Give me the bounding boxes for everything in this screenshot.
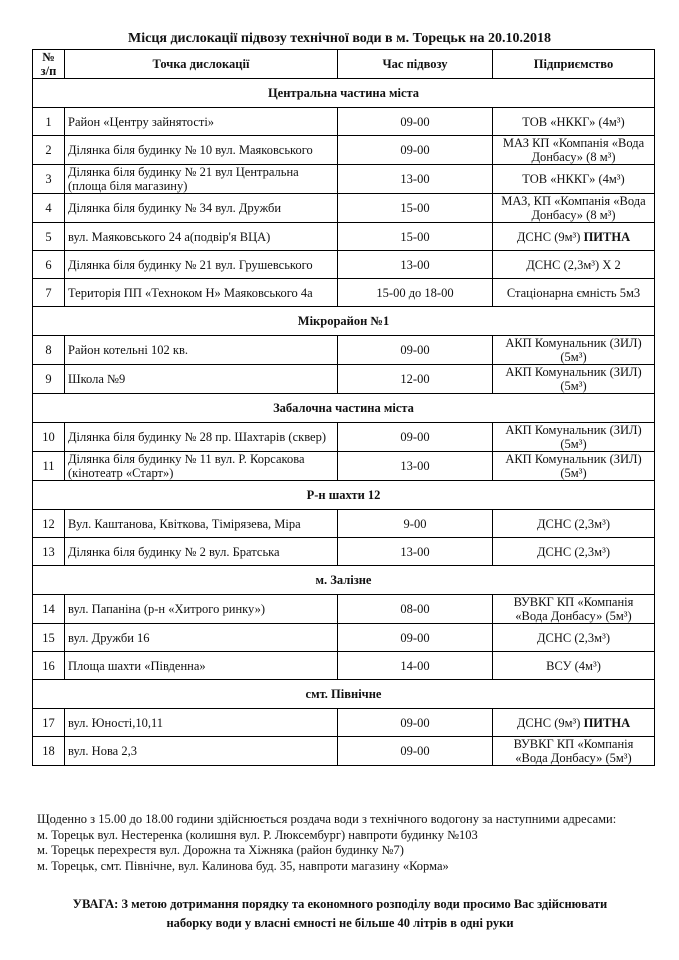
cell-company [493, 136, 655, 165]
cell-company [493, 709, 655, 737]
cell-time: 12-00 [338, 365, 493, 394]
cell-number: 18 [33, 737, 65, 766]
section-row [33, 394, 655, 423]
cell-time: 09-00 [338, 624, 493, 652]
col-header-company: Підприємство [493, 50, 655, 79]
company-name: ВУВКГ КП «Компанія «Вода Донбасу» (5м³) [513, 595, 634, 623]
section-row [33, 481, 655, 510]
company-name: АКП Комунальник (ЗИЛ) (5м³) [505, 365, 642, 393]
cell-company [493, 452, 655, 481]
cell-point: вул. Нова 2,3 [65, 737, 338, 766]
section-row [33, 566, 655, 595]
cell-time: 13-00 [338, 538, 493, 566]
section-title: смт. Північне [33, 680, 655, 709]
table-row [33, 624, 655, 652]
company-name: Стаціонарна ємність 5м3 [506, 285, 641, 300]
company-name: ТОВ «НККГ» (4м³) [522, 114, 625, 129]
company-name: ВУВКГ КП «Компанія «Вода Донбасу» (5м³) [513, 737, 634, 765]
cell-company [493, 108, 655, 136]
cell-point: вул. Дружби 16 [65, 624, 338, 652]
table-row [33, 652, 655, 680]
section-title: Р-н шахти 12 [33, 481, 655, 510]
cell-time: 13-00 [338, 452, 493, 481]
cell-time: 15-00 [338, 194, 493, 223]
cell-time: 08-00 [338, 595, 493, 624]
warning-line: наборку води у власні ємності не більше 40 літрів в одні руки [166, 916, 514, 930]
cell-company [493, 737, 655, 766]
cell-company [493, 538, 655, 566]
cell-number: 15 [33, 624, 65, 652]
table-row [33, 136, 655, 165]
cell-point: Ділянка біля будинку № 11 вул. Р. Корсакова (кінотеатр «Старт») [65, 452, 338, 481]
cell-point: Ділянка біля будинку № 21 вул Центральна (площа біля магазину) [65, 165, 338, 194]
cell-point: Вул. Каштанова, Квіткова, Тімірязева, Міра [65, 510, 338, 538]
table-row [33, 538, 655, 566]
cell-point: Район котельні 102 кв. [65, 336, 338, 365]
cell-number: 13 [33, 538, 65, 566]
cell-time: 09-00 [338, 423, 493, 452]
cell-number: 1 [33, 108, 65, 136]
drinking-water-label: ПИТНА [583, 229, 631, 244]
table-row [33, 194, 655, 223]
cell-time: 15-00 [338, 223, 493, 251]
cell-company [493, 165, 655, 194]
cell-number: 16 [33, 652, 65, 680]
cell-company [493, 624, 655, 652]
col-header-time: Час підвозу [338, 50, 493, 79]
table-row [33, 336, 655, 365]
cell-time: 15-00 до 18-00 [338, 279, 493, 307]
company-name: АКП Комунальник (ЗИЛ) (5м³) [505, 336, 642, 364]
cell-number: 2 [33, 136, 65, 165]
cell-time: 09-00 [338, 336, 493, 365]
company-name: ВСУ (4м³) [546, 658, 601, 673]
cell-number: 4 [33, 194, 65, 223]
company-name: ТОВ «НККГ» (4м³) [522, 172, 625, 186]
table-row [33, 737, 655, 766]
cell-company [493, 510, 655, 538]
drinking-water-label: ПИТНА [583, 715, 631, 730]
company-name: АКП Комунальник (ЗИЛ) (5м³) [505, 452, 642, 480]
cell-number: 8 [33, 336, 65, 365]
table-row [33, 423, 655, 452]
section-row [33, 79, 655, 108]
cell-time: 09-00 [338, 709, 493, 737]
cell-point: Ділянка біля будинку № 10 вул. Маяковського [65, 136, 338, 165]
note-line: Щоденно з 15.00 до 18.00 години здійснюється роздача води з технічного водогону за наступними адресами: [37, 812, 617, 826]
cell-number: 5 [33, 223, 65, 251]
warning-line: УВАГА: З метою дотримання порядку та економного розподілу води просимо Вас здійснювати [72, 897, 608, 911]
cell-number: 9 [33, 365, 65, 394]
company-name: ДСНС (2,3м³) [537, 544, 610, 559]
cell-point: Ділянка біля будинку № 34 вул. Дружби [65, 194, 338, 223]
notes-block [37, 812, 657, 874]
cell-time: 09-00 [338, 737, 493, 766]
note-line: м. Торецьк, смт. Північне, вул. Калинова буд. 35, навпроти магазину «Корма» [37, 858, 449, 873]
cell-company [493, 194, 655, 223]
cell-number: 3 [33, 165, 65, 194]
cell-point: Ділянка біля будинку № 2 вул. Братська [65, 538, 338, 566]
col-header-number-line1: № [42, 50, 55, 64]
section-row [33, 680, 655, 709]
cell-number: 6 [33, 251, 65, 279]
section-row [33, 307, 655, 336]
cell-number: 12 [33, 510, 65, 538]
cell-company [493, 223, 655, 251]
water-delivery-table [32, 49, 655, 766]
cell-point: вул. Маяковського 24 а(подвір'я ВЦА) [65, 223, 338, 251]
cell-company [493, 336, 655, 365]
section-title: Центральна частина міста [33, 79, 655, 108]
section-title: Забалочна частина міста [33, 394, 655, 423]
section-title: Мікрорайон №1 [33, 307, 655, 336]
cell-time: 09-00 [338, 136, 493, 165]
col-header-point: Точка дислокації [65, 50, 338, 79]
cell-number: 17 [33, 709, 65, 737]
cell-time: 9-00 [338, 510, 493, 538]
note-line: м. Торецьк перехрестя вул. Дорожна та Хіжняка (район будинку №7) [37, 843, 404, 857]
note-line: м. Торецьк вул. Нестеренка (колишня вул. Р. Люксембург) навпроти будинку №103 [37, 827, 478, 842]
cell-company [493, 251, 655, 279]
cell-point: Ділянка біля будинку № 21 вул. Грушевського [65, 251, 338, 279]
company-name: МАЗ, КП «Компанія «Вода Донбасу» (8 м³) [501, 194, 646, 222]
company-name: ДСНС (2,3м³) Х 2 [526, 257, 621, 272]
cell-number: 11 [33, 452, 65, 481]
cell-point: вул. Папаніна (р-н «Хитрого ринку») [65, 595, 338, 624]
table-row [33, 452, 655, 481]
cell-company [493, 365, 655, 394]
cell-point: Район «Центру зайнятості» [65, 108, 338, 136]
table-row [33, 709, 655, 737]
cell-time: 13-00 [338, 251, 493, 279]
cell-company [493, 279, 655, 307]
company-name: АКП Комунальник (ЗИЛ) (5м³) [505, 423, 642, 451]
cell-number: 10 [33, 423, 65, 452]
col-header-number-line2: з/п [40, 64, 57, 78]
cell-point: Площа шахти «Південна» [65, 652, 338, 680]
company-name: ДСНС (2,3м³) [537, 516, 610, 531]
cell-point: Територія ПП «Техноком Н» Маяковського 4а [65, 279, 338, 307]
company-name: ДСНС (9м³) [516, 229, 581, 244]
cell-time: 14-00 [338, 652, 493, 680]
warning-block [40, 895, 640, 933]
table-row [33, 108, 655, 136]
company-name: ДСНС (9м³) [516, 715, 581, 730]
page-title: Місця дислокації підвозу технічної води в м. Торецьк на 20.10.2018 [128, 31, 551, 46]
table-header-row [33, 50, 655, 79]
cell-time: 13-00 [338, 165, 493, 194]
company-name: ДСНС (2,3м³) [537, 630, 610, 645]
table-body [33, 79, 655, 766]
cell-point: Ділянка біля будинку № 28 пр. Шахтарів (сквер) [65, 423, 338, 452]
cell-point: Школа №9 [65, 365, 338, 394]
section-title: м. Залізне [33, 566, 655, 595]
table-row [33, 165, 655, 194]
col-header-number [33, 50, 65, 79]
company-name: МАЗ КП «Компанія «Вода Донбасу» (8 м³) [502, 136, 645, 164]
table-row [33, 510, 655, 538]
table-row [33, 279, 655, 307]
table-row [33, 595, 655, 624]
cell-time: 09-00 [338, 108, 493, 136]
table-row [33, 251, 655, 279]
cell-point: вул. Юності,10,11 [65, 709, 338, 737]
cell-number: 7 [33, 279, 65, 307]
cell-company [493, 652, 655, 680]
cell-company [493, 595, 655, 624]
cell-company [493, 423, 655, 452]
cell-number: 14 [33, 595, 65, 624]
table-row [33, 365, 655, 394]
table-row [33, 223, 655, 251]
